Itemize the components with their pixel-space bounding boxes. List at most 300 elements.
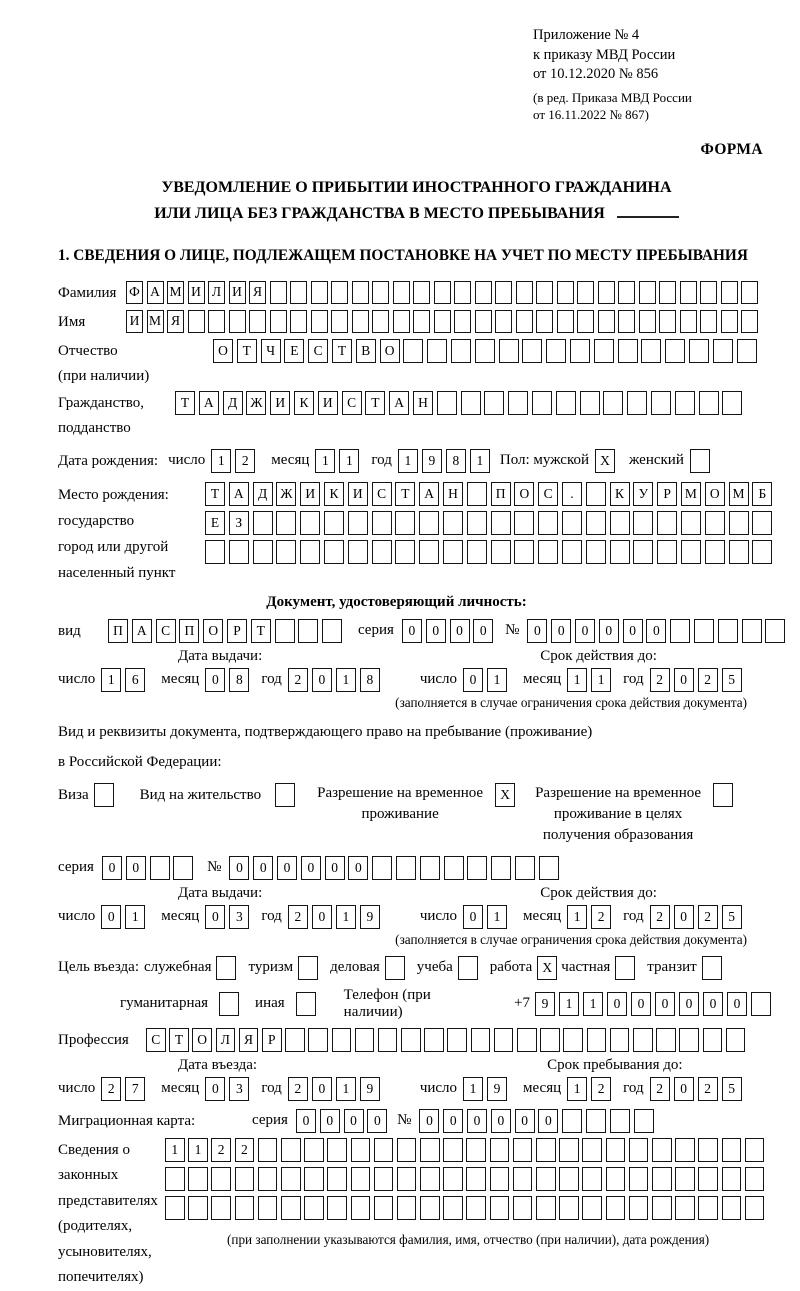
- char-box-filled[interactable]: Ч: [261, 339, 281, 363]
- char-box-empty[interactable]: [629, 1167, 649, 1191]
- char-box-empty[interactable]: [587, 1028, 607, 1052]
- char-box-empty[interactable]: [211, 1196, 231, 1220]
- char-box-empty[interactable]: [270, 310, 287, 333]
- char-box-filled[interactable]: Я: [239, 1028, 259, 1052]
- char-box-empty[interactable]: [276, 540, 296, 564]
- char-box-empty[interactable]: [235, 1196, 255, 1220]
- char-box-empty[interactable]: [165, 1167, 185, 1191]
- char-box-empty[interactable]: [499, 339, 519, 363]
- char-box-empty[interactable]: [351, 1138, 371, 1162]
- char-box-filled[interactable]: 0: [301, 856, 321, 880]
- purpose-study-checkbox[interactable]: [458, 956, 478, 980]
- char-box-empty[interactable]: [324, 511, 344, 535]
- char-box-empty[interactable]: [298, 619, 318, 643]
- char-box-empty[interactable]: [395, 540, 415, 564]
- char-box-empty[interactable]: [570, 339, 590, 363]
- char-box-filled[interactable]: 1: [567, 905, 587, 929]
- char-box-empty[interactable]: [253, 540, 273, 564]
- char-box-filled[interactable]: М: [681, 482, 701, 506]
- char-box-filled[interactable]: 0: [631, 992, 651, 1016]
- char-box-filled[interactable]: 0: [205, 1077, 225, 1101]
- char-box-filled[interactable]: 2: [211, 1138, 231, 1162]
- char-box-filled[interactable]: 0: [101, 905, 121, 929]
- char-box-empty[interactable]: [495, 281, 512, 304]
- char-box-filled[interactable]: Т: [175, 391, 195, 415]
- char-box-empty[interactable]: [586, 482, 606, 506]
- char-box-filled[interactable]: 8: [360, 668, 380, 692]
- char-box-empty[interactable]: [681, 540, 701, 564]
- char-box-empty[interactable]: [705, 540, 725, 564]
- char-box-filled[interactable]: 9: [535, 992, 555, 1016]
- char-box-filled[interactable]: 0: [344, 1109, 364, 1133]
- char-box-filled[interactable]: 0: [623, 619, 643, 643]
- char-box-empty[interactable]: [680, 281, 697, 304]
- char-box-empty[interactable]: [517, 1028, 537, 1052]
- char-box-filled[interactable]: О: [203, 619, 223, 643]
- char-box-empty[interactable]: [327, 1138, 347, 1162]
- char-box-filled[interactable]: 0: [575, 619, 595, 643]
- char-box-empty[interactable]: [522, 339, 542, 363]
- char-box-filled[interactable]: 0: [473, 619, 493, 643]
- char-box-empty[interactable]: [491, 540, 511, 564]
- char-box-empty[interactable]: [374, 1138, 394, 1162]
- char-box-empty[interactable]: [713, 783, 733, 807]
- char-box-empty[interactable]: [633, 1028, 653, 1052]
- char-box-empty[interactable]: [629, 1196, 649, 1220]
- char-box-empty[interactable]: [443, 1138, 463, 1162]
- char-box-filled[interactable]: 0: [277, 856, 297, 880]
- char-box-empty[interactable]: [745, 1138, 765, 1162]
- char-box-filled[interactable]: 9: [487, 1077, 507, 1101]
- char-box-empty[interactable]: [539, 856, 559, 880]
- char-box-filled[interactable]: 1: [315, 449, 335, 473]
- char-box-filled[interactable]: А: [199, 391, 219, 415]
- char-box-filled[interactable]: Т: [251, 619, 271, 643]
- char-box-empty[interactable]: [700, 310, 717, 333]
- char-box-filled[interactable]: Я: [249, 281, 266, 304]
- char-box-filled[interactable]: 0: [467, 1109, 487, 1133]
- visa-checkbox[interactable]: [94, 783, 114, 807]
- char-box-filled[interactable]: 0: [607, 992, 627, 1016]
- char-box-empty[interactable]: [689, 339, 709, 363]
- char-box-empty[interactable]: [606, 1196, 626, 1220]
- char-box-empty[interactable]: [513, 1167, 533, 1191]
- char-box-empty[interactable]: [454, 310, 471, 333]
- char-box-filled[interactable]: X: [595, 449, 615, 473]
- char-box-filled[interactable]: 2: [650, 668, 670, 692]
- char-box-filled[interactable]: 1: [398, 449, 418, 473]
- char-box-empty[interactable]: [610, 1028, 630, 1052]
- char-box-empty[interactable]: [290, 281, 307, 304]
- char-box-filled[interactable]: Р: [262, 1028, 282, 1052]
- char-box-filled[interactable]: 0: [727, 992, 747, 1016]
- purpose-tourism-checkbox[interactable]: [298, 956, 318, 980]
- char-box-empty[interactable]: [444, 856, 464, 880]
- char-box-empty[interactable]: [665, 339, 685, 363]
- char-box-empty[interactable]: [355, 1028, 375, 1052]
- char-box-empty[interactable]: [471, 1028, 491, 1052]
- char-box-empty[interactable]: [556, 391, 576, 415]
- char-box-filled[interactable]: 1: [470, 449, 490, 473]
- char-box-empty[interactable]: [659, 281, 676, 304]
- char-box-filled[interactable]: 0: [205, 905, 225, 929]
- char-box-empty[interactable]: [275, 619, 295, 643]
- char-box-empty[interactable]: [304, 1196, 324, 1220]
- char-box-empty[interactable]: [249, 310, 266, 333]
- char-box-empty[interactable]: [633, 540, 653, 564]
- char-box-filled[interactable]: 1: [591, 668, 611, 692]
- char-box-empty[interactable]: [594, 339, 614, 363]
- char-box-filled[interactable]: О: [213, 339, 233, 363]
- char-box-empty[interactable]: [513, 1138, 533, 1162]
- char-box-filled[interactable]: 1: [165, 1138, 185, 1162]
- char-box-filled[interactable]: Ж: [276, 482, 296, 506]
- char-box-empty[interactable]: [675, 1167, 695, 1191]
- char-box-filled[interactable]: 2: [591, 905, 611, 929]
- char-box-empty[interactable]: [494, 1028, 514, 1052]
- char-box-empty[interactable]: [562, 1109, 582, 1133]
- char-box-empty[interactable]: [434, 281, 451, 304]
- char-box-empty[interactable]: [675, 1138, 695, 1162]
- char-box-empty[interactable]: [536, 1138, 556, 1162]
- char-box-empty[interactable]: [742, 619, 762, 643]
- char-box-empty[interactable]: [700, 281, 717, 304]
- char-box-empty[interactable]: [508, 391, 528, 415]
- char-box-empty[interactable]: [722, 1167, 742, 1191]
- edu-permit-checkbox[interactable]: [713, 783, 733, 807]
- char-box-empty[interactable]: [536, 1196, 556, 1220]
- char-box-empty[interactable]: [211, 1167, 231, 1191]
- char-box-filled[interactable]: 7: [125, 1077, 145, 1101]
- char-box-empty[interactable]: [562, 540, 582, 564]
- char-box-filled[interactable]: Ж: [246, 391, 266, 415]
- char-box-filled[interactable]: 0: [443, 1109, 463, 1133]
- char-box-filled[interactable]: С: [156, 619, 176, 643]
- char-box-empty[interactable]: [490, 1196, 510, 1220]
- char-box-empty[interactable]: [475, 281, 492, 304]
- char-box-filled[interactable]: 0: [674, 668, 694, 692]
- char-box-empty[interactable]: [563, 1028, 583, 1052]
- char-box-filled[interactable]: 2: [235, 1138, 255, 1162]
- char-box-empty[interactable]: [437, 391, 457, 415]
- char-box-empty[interactable]: [331, 281, 348, 304]
- char-box-empty[interactable]: [532, 391, 552, 415]
- char-box-filled[interactable]: С: [538, 482, 558, 506]
- char-box-empty[interactable]: [639, 310, 656, 333]
- char-box-empty[interactable]: [173, 856, 193, 880]
- char-box-empty[interactable]: [651, 391, 671, 415]
- char-box-empty[interactable]: [514, 540, 534, 564]
- char-box-empty[interactable]: [281, 1167, 301, 1191]
- char-box-filled[interactable]: Ф: [126, 281, 143, 304]
- char-box-empty[interactable]: [652, 1138, 672, 1162]
- char-box-filled[interactable]: И: [270, 391, 290, 415]
- char-box-filled[interactable]: А: [229, 482, 249, 506]
- char-box-empty[interactable]: [219, 992, 239, 1016]
- char-box-empty[interactable]: [466, 1138, 486, 1162]
- char-box-filled[interactable]: 0: [527, 619, 547, 643]
- char-box-filled[interactable]: 1: [559, 992, 579, 1016]
- char-box-filled[interactable]: 1: [567, 1077, 587, 1101]
- char-box-empty[interactable]: [466, 1196, 486, 1220]
- char-box-empty[interactable]: [752, 511, 772, 535]
- char-box-empty[interactable]: [657, 540, 677, 564]
- char-box-filled[interactable]: 0: [325, 856, 345, 880]
- char-box-empty[interactable]: [403, 339, 423, 363]
- char-box-empty[interactable]: [656, 1028, 676, 1052]
- char-box-filled[interactable]: Б: [752, 482, 772, 506]
- char-box-empty[interactable]: [606, 1138, 626, 1162]
- char-box-empty[interactable]: [275, 783, 295, 807]
- char-box-empty[interactable]: [737, 339, 757, 363]
- char-box-empty[interactable]: [598, 310, 615, 333]
- char-box-empty[interactable]: [557, 281, 574, 304]
- char-box-empty[interactable]: [290, 310, 307, 333]
- char-box-empty[interactable]: [419, 540, 439, 564]
- char-box-filled[interactable]: П: [491, 482, 511, 506]
- char-box-empty[interactable]: [467, 540, 487, 564]
- char-box-empty[interactable]: [385, 956, 405, 980]
- char-box-empty[interactable]: [258, 1196, 278, 1220]
- char-box-filled[interactable]: 2: [288, 1077, 308, 1101]
- char-box-empty[interactable]: [374, 1167, 394, 1191]
- char-box-empty[interactable]: [618, 339, 638, 363]
- char-box-empty[interactable]: [675, 1196, 695, 1220]
- char-box-empty[interactable]: [397, 1167, 417, 1191]
- char-box-empty[interactable]: [580, 391, 600, 415]
- char-box-empty[interactable]: [490, 1167, 510, 1191]
- char-box-empty[interactable]: [514, 511, 534, 535]
- char-box-empty[interactable]: [698, 1196, 718, 1220]
- char-box-empty[interactable]: [698, 1138, 718, 1162]
- char-box-filled[interactable]: И: [188, 281, 205, 304]
- char-box-empty[interactable]: [538, 540, 558, 564]
- char-box-filled[interactable]: Е: [284, 339, 304, 363]
- char-box-empty[interactable]: [536, 1167, 556, 1191]
- char-box-empty[interactable]: [702, 956, 722, 980]
- char-box-filled[interactable]: 9: [360, 1077, 380, 1101]
- char-box-empty[interactable]: [639, 281, 656, 304]
- char-box-empty[interactable]: [557, 310, 574, 333]
- char-box-empty[interactable]: [516, 281, 533, 304]
- char-box-filled[interactable]: 0: [674, 905, 694, 929]
- char-box-filled[interactable]: 1: [583, 992, 603, 1016]
- char-box-empty[interactable]: [690, 449, 710, 473]
- char-box-filled[interactable]: 1: [211, 449, 231, 473]
- char-box-filled[interactable]: 0: [426, 619, 446, 643]
- char-box-empty[interactable]: [610, 1109, 630, 1133]
- char-box-empty[interactable]: [546, 339, 566, 363]
- char-box-empty[interactable]: [205, 540, 225, 564]
- char-box-empty[interactable]: [420, 1138, 440, 1162]
- char-box-filled[interactable]: 0: [367, 1109, 387, 1133]
- char-box-empty[interactable]: [577, 310, 594, 333]
- char-box-empty[interactable]: [467, 482, 487, 506]
- char-box-empty[interactable]: [397, 1138, 417, 1162]
- char-box-empty[interactable]: [258, 1167, 278, 1191]
- char-box-empty[interactable]: [454, 281, 471, 304]
- char-box-filled[interactable]: 0: [450, 619, 470, 643]
- char-box-filled[interactable]: 1: [336, 668, 356, 692]
- char-box-filled[interactable]: З: [229, 511, 249, 535]
- char-box-empty[interactable]: [726, 1028, 746, 1052]
- char-box-empty[interactable]: [713, 339, 733, 363]
- char-box-empty[interactable]: [618, 281, 635, 304]
- sex-male-checkbox[interactable]: [595, 449, 615, 473]
- char-box-empty[interactable]: [610, 511, 630, 535]
- char-box-empty[interactable]: [615, 956, 635, 980]
- char-box-empty[interactable]: [296, 992, 316, 1016]
- char-box-empty[interactable]: [657, 511, 677, 535]
- char-box-empty[interactable]: [516, 310, 533, 333]
- char-box-empty[interactable]: [752, 540, 772, 564]
- char-box-filled[interactable]: 0: [419, 1109, 439, 1133]
- char-box-filled[interactable]: 0: [348, 856, 368, 880]
- char-box-empty[interactable]: [331, 310, 348, 333]
- char-box-filled[interactable]: Р: [227, 619, 247, 643]
- char-box-filled[interactable]: 0: [551, 619, 571, 643]
- char-box-empty[interactable]: [150, 856, 170, 880]
- char-box-empty[interactable]: [582, 1138, 602, 1162]
- char-box-empty[interactable]: [420, 1167, 440, 1191]
- char-box-empty[interactable]: [515, 856, 535, 880]
- char-box-empty[interactable]: [372, 540, 392, 564]
- char-box-empty[interactable]: [216, 956, 236, 980]
- char-box-empty[interactable]: [475, 339, 495, 363]
- char-box-filled[interactable]: 0: [312, 1077, 332, 1101]
- char-box-empty[interactable]: [461, 391, 481, 415]
- char-box-empty[interactable]: [372, 281, 389, 304]
- char-box-filled[interactable]: 9: [422, 449, 442, 473]
- char-box-filled[interactable]: Я: [167, 310, 184, 333]
- char-box-filled[interactable]: 0: [646, 619, 666, 643]
- char-box-filled[interactable]: 8: [446, 449, 466, 473]
- char-box-filled[interactable]: 1: [336, 905, 356, 929]
- char-box-empty[interactable]: [627, 391, 647, 415]
- char-box-filled[interactable]: 0: [515, 1109, 535, 1133]
- char-box-empty[interactable]: [586, 540, 606, 564]
- char-box-empty[interactable]: [721, 310, 738, 333]
- char-box-empty[interactable]: [281, 1138, 301, 1162]
- char-box-filled[interactable]: С: [146, 1028, 166, 1052]
- char-box-empty[interactable]: [311, 310, 328, 333]
- char-box-empty[interactable]: [618, 310, 635, 333]
- char-box-empty[interactable]: [351, 1167, 371, 1191]
- char-box-filled[interactable]: 1: [125, 905, 145, 929]
- char-box-filled[interactable]: 0: [312, 668, 332, 692]
- char-box-empty[interactable]: [495, 310, 512, 333]
- char-box-empty[interactable]: [458, 956, 478, 980]
- char-box-empty[interactable]: [327, 1167, 347, 1191]
- char-box-filled[interactable]: 2: [288, 905, 308, 929]
- char-box-empty[interactable]: [300, 540, 320, 564]
- char-box-empty[interactable]: [538, 511, 558, 535]
- char-box-empty[interactable]: [395, 511, 415, 535]
- char-box-filled[interactable]: 2: [288, 668, 308, 692]
- char-box-empty[interactable]: [208, 310, 225, 333]
- char-box-empty[interactable]: [540, 1028, 560, 1052]
- char-box-empty[interactable]: [285, 1028, 305, 1052]
- char-box-filled[interactable]: 0: [229, 856, 249, 880]
- char-box-filled[interactable]: 1: [339, 449, 359, 473]
- char-box-filled[interactable]: И: [318, 391, 338, 415]
- char-box-filled[interactable]: 0: [679, 992, 699, 1016]
- char-box-filled[interactable]: 1: [188, 1138, 208, 1162]
- char-box-empty[interactable]: [718, 619, 738, 643]
- char-box-empty[interactable]: [281, 1196, 301, 1220]
- char-box-empty[interactable]: [427, 339, 447, 363]
- char-box-empty[interactable]: [536, 281, 553, 304]
- char-box-empty[interactable]: [229, 540, 249, 564]
- char-box-filled[interactable]: 0: [463, 905, 483, 929]
- char-box-empty[interactable]: [745, 1167, 765, 1191]
- char-box-filled[interactable]: 1: [336, 1077, 356, 1101]
- char-box-empty[interactable]: [188, 1196, 208, 1220]
- purpose-business-checkbox[interactable]: [385, 956, 405, 980]
- char-box-empty[interactable]: [413, 310, 430, 333]
- char-box-empty[interactable]: [586, 511, 606, 535]
- char-box-empty[interactable]: [327, 1196, 347, 1220]
- char-box-empty[interactable]: [253, 511, 273, 535]
- char-box-filled[interactable]: 2: [235, 449, 255, 473]
- char-box-empty[interactable]: [681, 511, 701, 535]
- char-box-filled[interactable]: Д: [223, 391, 243, 415]
- char-box-filled[interactable]: И: [126, 310, 143, 333]
- char-box-empty[interactable]: [322, 619, 342, 643]
- char-box-filled[interactable]: М: [167, 281, 184, 304]
- char-box-empty[interactable]: [633, 511, 653, 535]
- char-box-empty[interactable]: [598, 281, 615, 304]
- char-box-empty[interactable]: [741, 310, 758, 333]
- char-box-filled[interactable]: У: [633, 482, 653, 506]
- char-box-filled[interactable]: О: [192, 1028, 212, 1052]
- char-box-empty[interactable]: [741, 281, 758, 304]
- char-box-filled[interactable]: 5: [722, 905, 742, 929]
- char-box-filled[interactable]: В: [356, 339, 376, 363]
- char-box-filled[interactable]: Н: [413, 391, 433, 415]
- char-box-empty[interactable]: [351, 1196, 371, 1220]
- char-box-filled[interactable]: 1: [101, 668, 121, 692]
- char-box-empty[interactable]: [424, 1028, 444, 1052]
- char-box-empty[interactable]: [577, 281, 594, 304]
- char-box-filled[interactable]: 1: [487, 905, 507, 929]
- char-box-filled[interactable]: 0: [102, 856, 122, 880]
- char-box-filled[interactable]: Т: [169, 1028, 189, 1052]
- char-box-empty[interactable]: [393, 281, 410, 304]
- char-box-empty[interactable]: [562, 511, 582, 535]
- char-box-empty[interactable]: [374, 1196, 394, 1220]
- char-box-empty[interactable]: [94, 783, 114, 807]
- char-box-filled[interactable]: 0: [599, 619, 619, 643]
- char-box-filled[interactable]: А: [419, 482, 439, 506]
- char-box-empty[interactable]: [466, 1167, 486, 1191]
- char-box-empty[interactable]: [443, 1196, 463, 1220]
- char-box-filled[interactable]: П: [179, 619, 199, 643]
- char-box-empty[interactable]: [606, 1167, 626, 1191]
- char-box-filled[interactable]: 3: [229, 905, 249, 929]
- char-box-filled[interactable]: Т: [365, 391, 385, 415]
- char-box-filled[interactable]: 2: [698, 668, 718, 692]
- purpose-other-checkbox[interactable]: [296, 992, 316, 1016]
- char-box-empty[interactable]: [352, 310, 369, 333]
- purpose-transit-checkbox[interactable]: [702, 956, 722, 980]
- char-box-filled[interactable]: О: [514, 482, 534, 506]
- char-box-empty[interactable]: [443, 540, 463, 564]
- char-box-empty[interactable]: [413, 281, 430, 304]
- char-box-empty[interactable]: [559, 1196, 579, 1220]
- char-box-empty[interactable]: [559, 1138, 579, 1162]
- char-box-empty[interactable]: [372, 511, 392, 535]
